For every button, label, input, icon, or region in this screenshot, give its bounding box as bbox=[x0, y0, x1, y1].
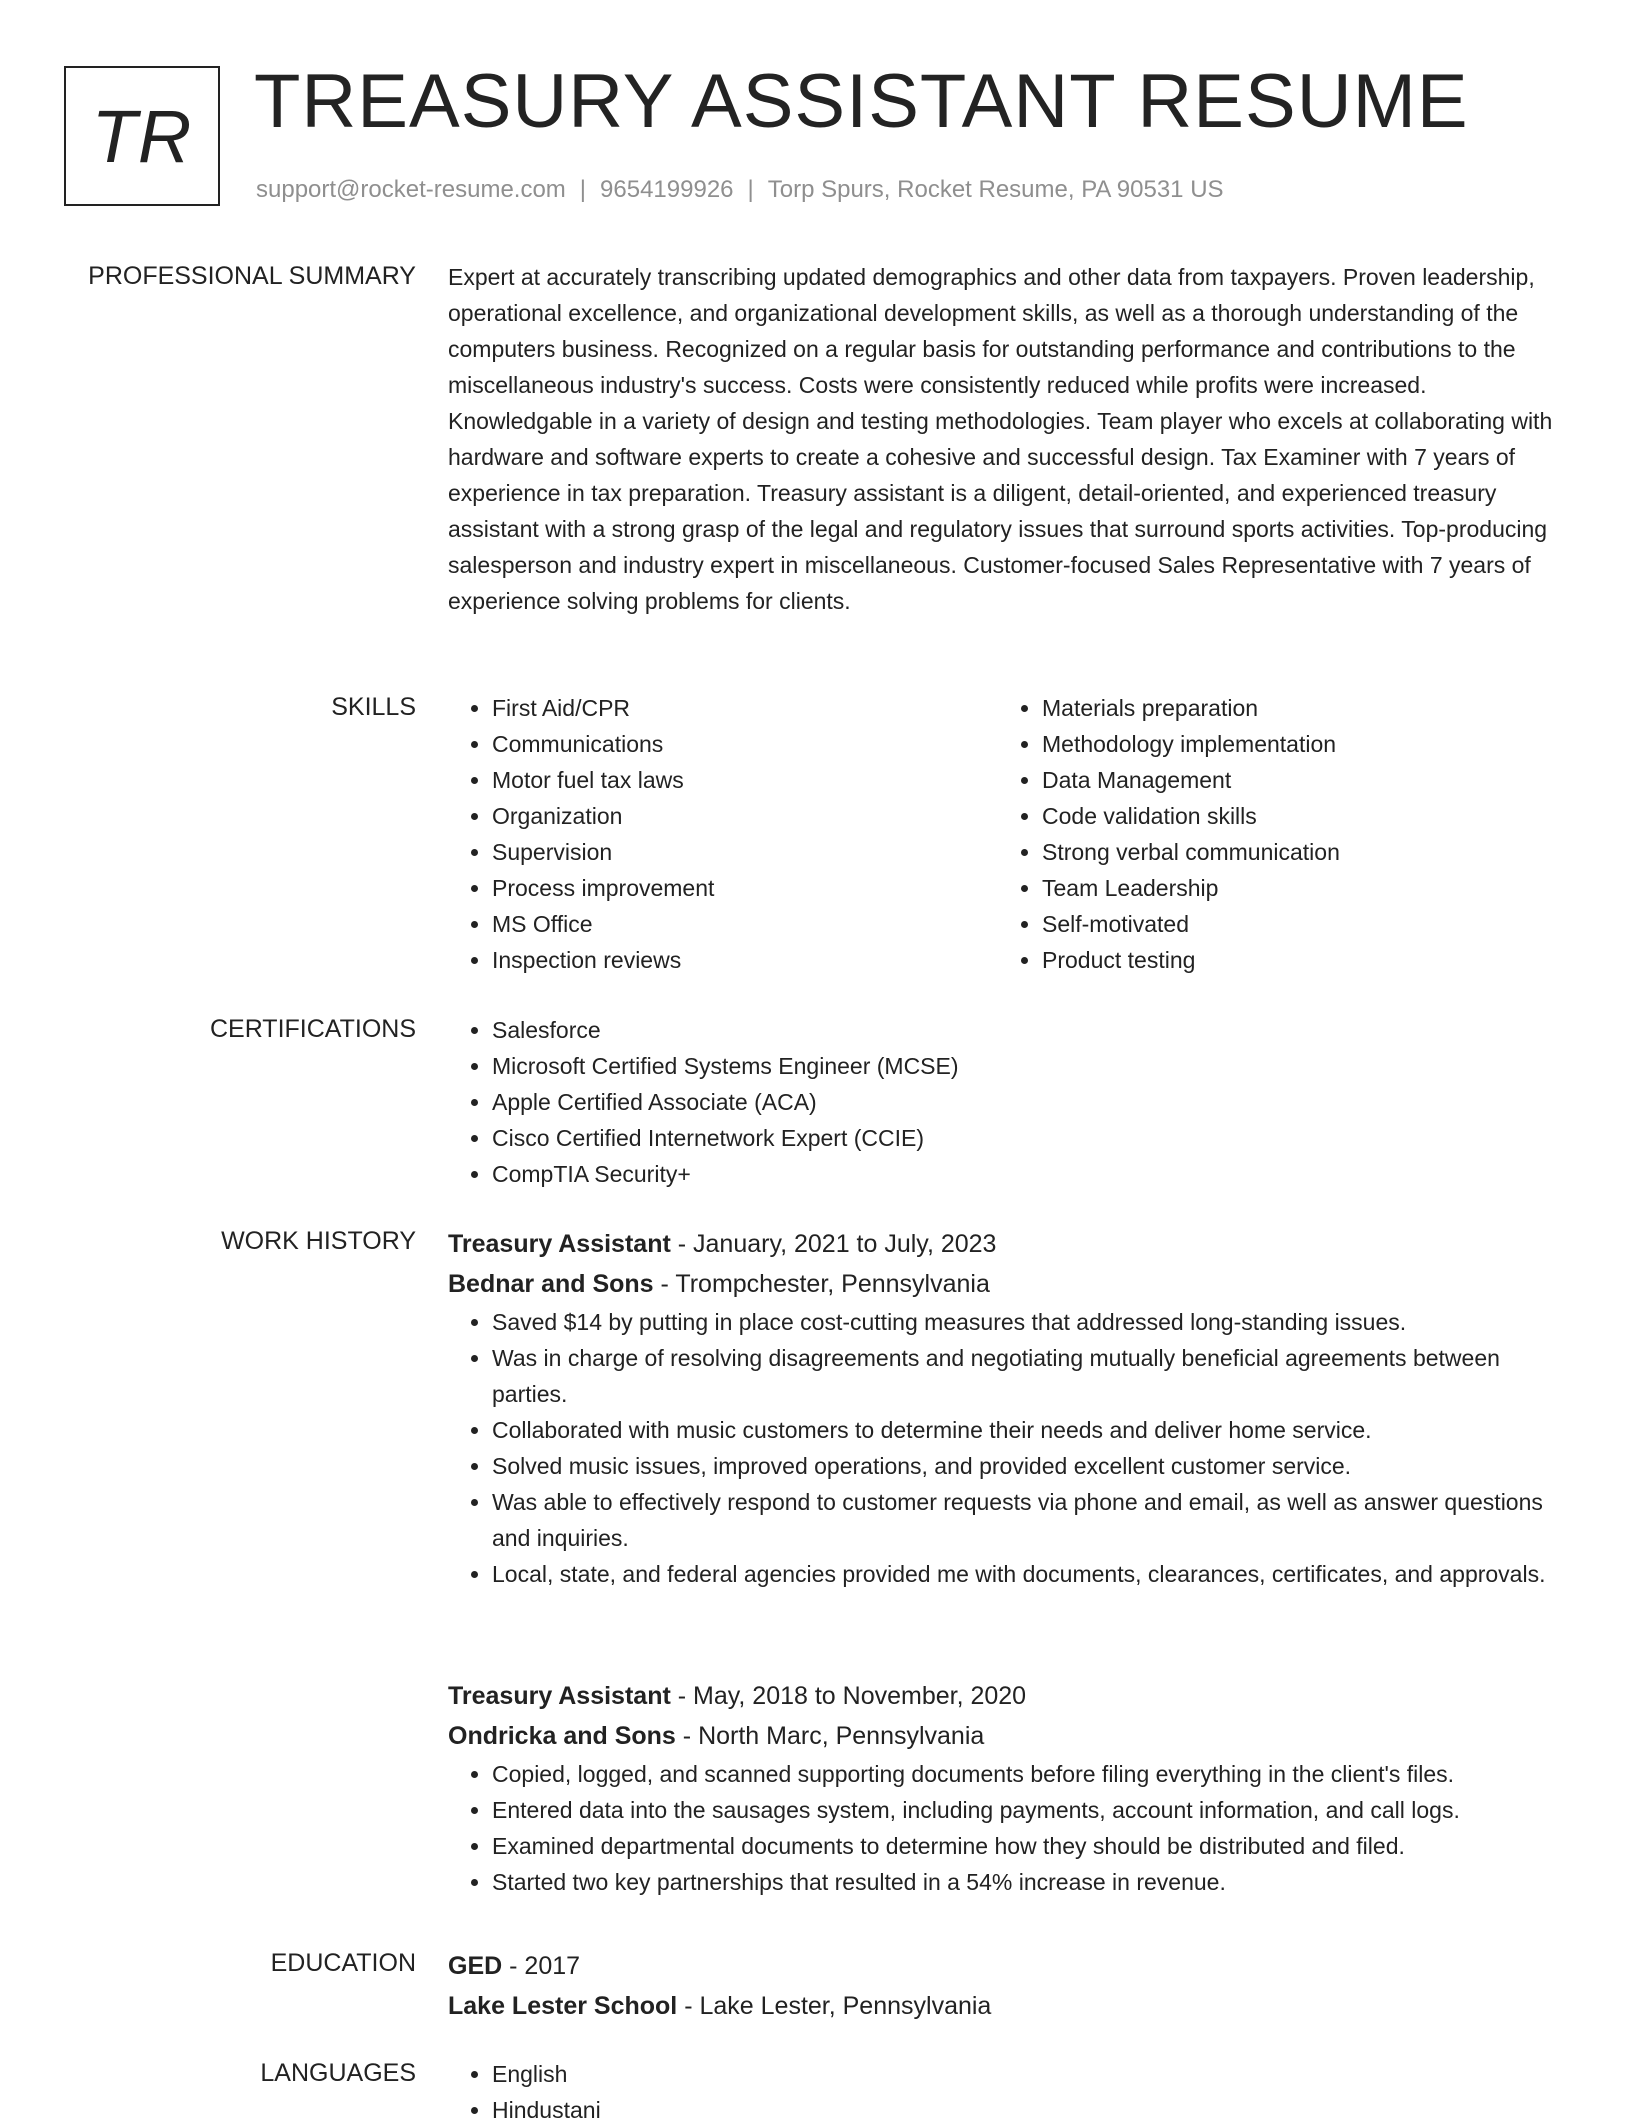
job-title: Treasury Assistant bbox=[448, 1682, 671, 1710]
job-dates: - May, 2018 to November, 2020 bbox=[677, 1682, 1027, 1710]
skill-item: • Process improvement bbox=[492, 870, 998, 906]
education-degree: GED bbox=[448, 1952, 503, 1980]
job-bullet-list bbox=[448, 1304, 1572, 1592]
job-bullet: • Started two key partnerships that resulted in a 54% increase in revenue. bbox=[492, 1864, 1572, 1900]
job-company: Ondricka and Sons bbox=[448, 1722, 676, 1750]
job-title: Treasury Assistant bbox=[448, 1230, 671, 1258]
summary-text: Expert at accurately transcribing updated demographics and other data from taxpayers. Proven leadership, operational excellence, and organizational development skills, as well as a thorough understanding of the computers business. Recognized on a regular basis for outstanding performance and contributions to the miscellaneous industry's success. Costs were consistently reduced while profits were increased. Knowledgable in a variety of design and testing methodologies. Team player who excels at collaborating with hardware and software experts to create a cohesive and successful design. Tax Examiner with 7 years of experience in tax preparation. Treasury assistant is a diligent, detail-oriented, and experienced treasury assistant with a strong grasp of the legal and regulatory issues that surround sports activities. Top-producing salesperson and industry expert in miscellaneous. Customer-focused Sales Representative with 7 years of experience solving problems for clients. bbox=[448, 264, 1553, 614]
skills-column-left bbox=[448, 690, 998, 978]
work-history-body bbox=[448, 1224, 1572, 1592]
skills-list-left bbox=[448, 690, 998, 978]
job-location: - North Marc, Pennsylvania bbox=[682, 1722, 985, 1750]
job-bullet: • Collaborated with music customers to determine their needs and deliver home service. bbox=[492, 1412, 1572, 1448]
education-degree-line bbox=[448, 1946, 1572, 1986]
job-dates: - January, 2021 to July, 2023 bbox=[677, 1230, 997, 1258]
job-bullet: • Copied, logged, and scanned supporting documents before filing everything in the client's files. bbox=[492, 1756, 1572, 1792]
skill-item: • Inspection reviews bbox=[492, 942, 998, 978]
contact-separator: | bbox=[747, 176, 754, 203]
skill-item: • MS Office bbox=[492, 906, 998, 942]
skills-list-right bbox=[998, 690, 1548, 978]
skill-item: • Methodology implementation bbox=[1042, 726, 1548, 762]
language-item: • Hindustani bbox=[492, 2092, 1572, 2128]
job-bullet: • Examined departmental documents to determine how they should be distributed and filed. bbox=[492, 1828, 1572, 1864]
education-body bbox=[448, 1946, 1572, 2026]
education-school: Lake Lester School bbox=[448, 1992, 678, 2020]
skill-item: • First Aid/CPR bbox=[492, 690, 998, 726]
resume-title: TREASURY ASSISTANT RESUME bbox=[254, 59, 1469, 144]
education-heading: EDUCATION bbox=[270, 1949, 416, 1977]
contact-line bbox=[256, 174, 1224, 206]
certification-item: • Cisco Certified Internetwork Expert (CCIE) bbox=[492, 1120, 1572, 1156]
certifications-list bbox=[448, 1012, 1572, 1192]
job-bullet: • Solved music issues, improved operations, and provided excellent customer service. bbox=[492, 1448, 1572, 1484]
languages-heading: LANGUAGES bbox=[260, 2059, 416, 2087]
skills-body bbox=[448, 690, 1572, 978]
skill-item: • Strong verbal communication bbox=[1042, 834, 1548, 870]
certifications-heading: CERTIFICATIONS bbox=[209, 1015, 416, 1043]
summary-body bbox=[448, 259, 1572, 619]
skill-item: • Code validation skills bbox=[1042, 798, 1548, 834]
certification-item: • Apple Certified Associate (ACA) bbox=[492, 1084, 1572, 1120]
job-bullet: • Saved $14 by putting in place cost-cutting measures that addressed long-standing issues. bbox=[492, 1304, 1572, 1340]
skill-item: • Product testing bbox=[1042, 942, 1548, 978]
language-item: • English bbox=[492, 2056, 1572, 2092]
job-company-line bbox=[448, 1716, 1572, 1756]
contact-separator: | bbox=[579, 176, 587, 203]
job-title-line bbox=[448, 1224, 1572, 1264]
certification-item: • CompTIA Security+ bbox=[492, 1156, 1572, 1192]
job-bullet: • Entered data into the sausages system, including payments, account information, and call logs. bbox=[492, 1792, 1572, 1828]
job-location: - Trompchester, Pennsylvania bbox=[660, 1270, 990, 1298]
skill-item: • Supervision bbox=[492, 834, 998, 870]
education-year: - 2017 bbox=[509, 1952, 581, 1980]
skills-heading: SKILLS bbox=[331, 693, 416, 721]
languages-body bbox=[448, 2056, 1572, 2128]
contact-address: Torp Spurs, Rocket Resume, PA 90531 US bbox=[767, 176, 1224, 203]
certification-item: • Salesforce bbox=[492, 1012, 1572, 1048]
monogram-badge: TR bbox=[64, 66, 220, 206]
job-title-line bbox=[448, 1676, 1572, 1716]
job-company: Bednar and Sons bbox=[448, 1270, 654, 1298]
work-history-body-continued bbox=[448, 1676, 1572, 1900]
education-school-line bbox=[448, 1986, 1572, 2026]
skill-item: • Motor fuel tax laws bbox=[492, 762, 998, 798]
skill-item: • Materials preparation bbox=[1042, 690, 1548, 726]
job-bullet: • Was able to effectively respond to customer requests via phone and email, as well as answer questions and inquiries. bbox=[492, 1484, 1572, 1556]
job-entry bbox=[448, 1224, 1572, 1592]
contact-email: support@rocket-resume.com bbox=[256, 176, 566, 203]
work-history-heading: WORK HISTORY bbox=[221, 1227, 416, 1255]
skill-item: • Data Management bbox=[1042, 762, 1548, 798]
skill-item: • Organization bbox=[492, 798, 998, 834]
job-company-line bbox=[448, 1264, 1572, 1304]
job-bullet: • Was in charge of resolving disagreements and negotiating mutually beneficial agreements between parties. bbox=[492, 1340, 1572, 1412]
certifications-body bbox=[448, 1012, 1572, 1192]
skill-item: • Self-motivated bbox=[1042, 906, 1548, 942]
skill-item: • Communications bbox=[492, 726, 998, 762]
education-location: - Lake Lester, Pennsylvania bbox=[684, 1992, 992, 2020]
certification-item: • Microsoft Certified Systems Engineer (MCSE) bbox=[492, 1048, 1572, 1084]
skill-item: • Team Leadership bbox=[1042, 870, 1548, 906]
contact-phone: 9654199926 bbox=[600, 176, 734, 203]
job-bullet-list bbox=[448, 1756, 1572, 1900]
languages-list bbox=[448, 2056, 1572, 2128]
summary-heading: PROFESSIONAL SUMMARY bbox=[88, 262, 416, 290]
job-bullet: • Local, state, and federal agencies provided me with documents, clearances, certificates, and approvals. bbox=[492, 1556, 1572, 1592]
job-entry bbox=[448, 1676, 1572, 1900]
skills-column-right bbox=[998, 690, 1548, 978]
